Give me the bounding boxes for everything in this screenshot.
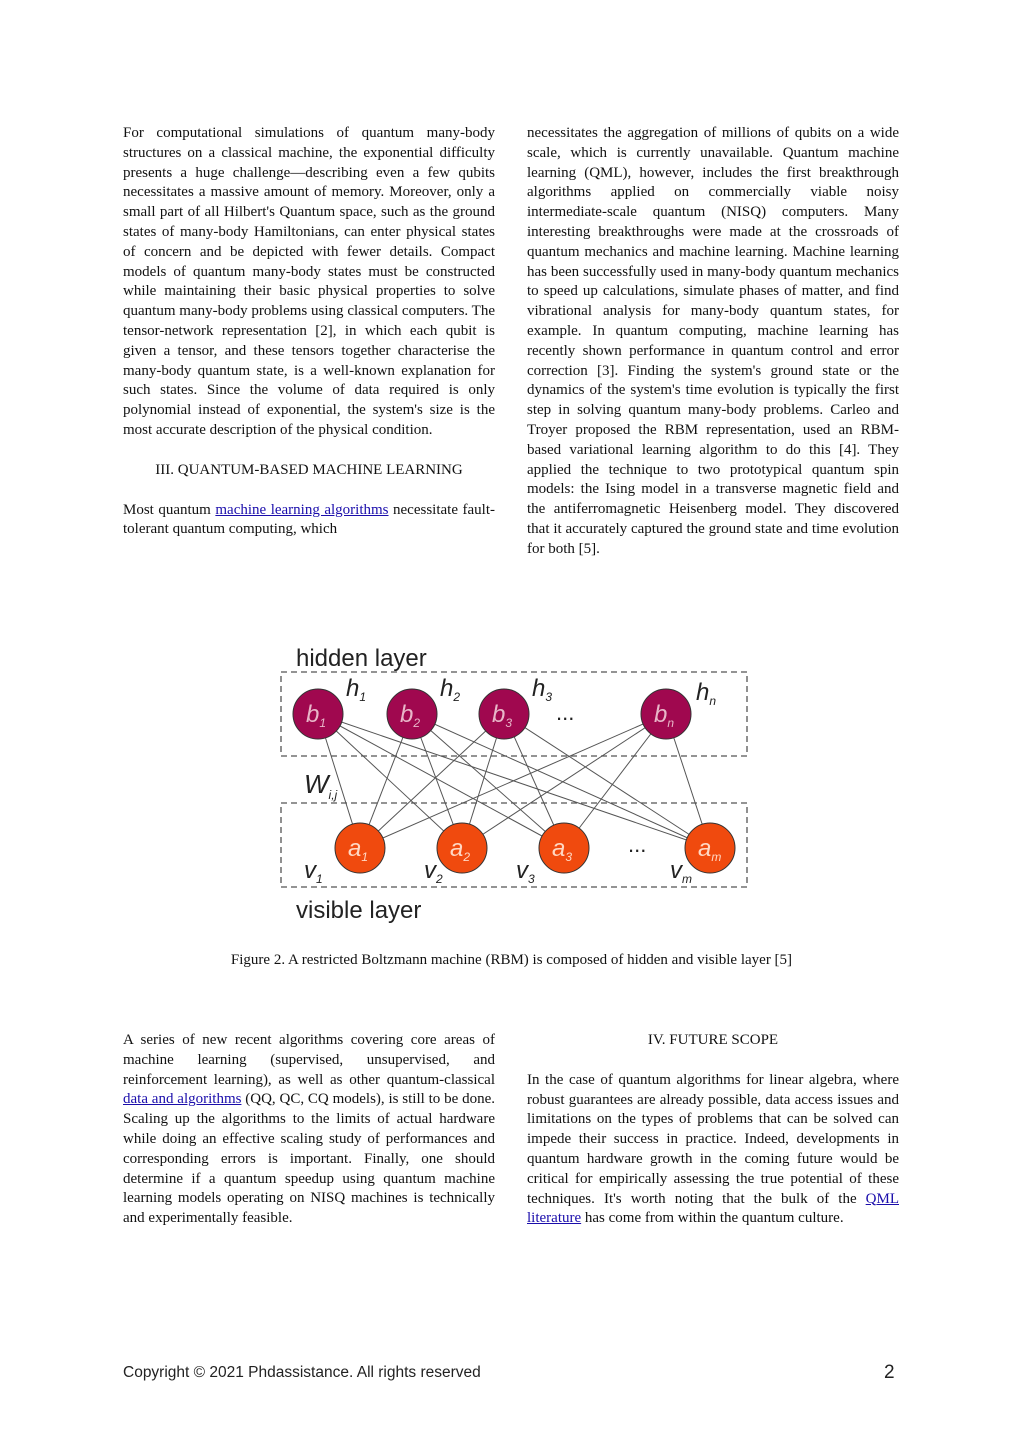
visible-unit-name: $v_m$ bbox=[670, 857, 692, 886]
hidden-unit-name: $h_n$ bbox=[696, 679, 717, 708]
bottom-right-column bbox=[527, 1031, 899, 1229]
visible-ellipsis: ... bbox=[628, 832, 647, 857]
rbm-figure bbox=[278, 638, 752, 928]
visible-node-label: $a_2$ bbox=[450, 835, 471, 864]
hidden-layer-label: hidden layer bbox=[296, 645, 427, 672]
bottom-left-column bbox=[123, 1031, 495, 1229]
paragraph-many-body: For computational simulations of quantum many-body structures on a classical machine, the exponential difficulty presents a huge challenge—describing even a few qubits necessitates a massive amount of memory. Moreover, only a small part of all Hilbert's Quantum space, such as the ground states of many-body Hamiltonians, can enter physical states of concern and be depicted with fewer details. Compact models of quantum many-body states must be constructed while maintaining their basic physical properties to solve quantum many-body problems using classical computers. The tensor-network representation [2], in which each qubit is given a tensor, and these tensors together characterise the many-body quantum state, is a well-known explanation for such states. Since the volume of data required is only polynomial instead of exponential, the system's size is the most accurate description of the physical condition. bbox=[123, 125, 495, 438]
paragraph-qml-intro bbox=[123, 501, 495, 541]
visible-unit-name: $v_2$ bbox=[424, 857, 443, 886]
section-heading-qml: III. QUANTUM-BASED MACHINE LEARNING bbox=[155, 461, 463, 478]
visible-unit-name: $v_1$ bbox=[304, 857, 323, 886]
paragraph-algorithms bbox=[123, 1031, 495, 1229]
paragraph-qml-nisq: necessitates the aggregation of millions of qubits on a wide scale, which is currently unavailable. Quantum machine learning (QML), however, includes the first breakthrough algorithms applied on commercially viable noisy intermediate-scale quantum (NISQ) computers. Many interesting breakthroughs were made at the crossroads of quantum mechanics and machine learning. Machine learning has been successfully used in many-body quantum mechanics to speed up calculations, simulate phases of matter, and find vibrational analysis for many-body quantum states, for example. In quantum computing, machine learning has recently shown performance in quantum control and error correction [3]. Finding the system's ground state or the dynamics of the system's time evolution is typically the first step in solving quantum many-body problems. Carleo and Troyer proposed the RBM representation, used an RBM-based variational learning algorithm to do this [4]. They applied the technique to two prototypical quantum spin models: the Ising model in a transverse magnetic field and the antiferromagnetic Heisenberg model. They discovered that it accurately captured the ground state and time evolution for both [5]. bbox=[527, 125, 899, 557]
hidden-node-label: $b_2$ bbox=[400, 701, 421, 730]
page-number: 2 bbox=[884, 1362, 895, 1383]
hidden-unit-name: $h_1$ bbox=[346, 675, 367, 704]
text-span: necessitate fault-tolerant quantum computing, which bbox=[123, 501, 495, 538]
hidden-unit-name: $h_2$ bbox=[440, 675, 461, 704]
hidden-node-label: $b_1$ bbox=[306, 701, 327, 730]
weight-edge bbox=[412, 714, 564, 848]
text-span: A series of new recent algorithms covering core areas of machine learning (supervised, unsupervised, and reinforcement learning), as well as other quantum-classical bbox=[123, 1032, 495, 1088]
hidden-ellipsis: ... bbox=[556, 700, 575, 725]
text-span: Most quantum bbox=[123, 501, 216, 518]
figure-caption: Figure 2. A restricted Boltzmann machine (RBM) is composed of hidden and visible layer [5] bbox=[230, 952, 793, 968]
link-qml-literature[interactable]: QML literature bbox=[527, 1190, 899, 1227]
section-heading-future-scope: IV. FUTURE SCOPE bbox=[647, 1032, 779, 1048]
visible-node-label: $a_1$ bbox=[348, 835, 369, 864]
visible-node-label: $a_m$ bbox=[698, 835, 722, 864]
link-data-and-algorithms[interactable]: data and algorithms bbox=[123, 1091, 242, 1108]
hidden-node-label: $b_n$ bbox=[654, 701, 675, 730]
text-span: In the case of quantum algorithms for linear algebra, where robust guarantees are already possible, data access issues and limitations on the types of problems that can be solved can impede their success in practice. Indeed, developments in quantum hardware growth in the coming future would be critical for empirically assessing the true potential of these techniques. It's worth noting that the bulk of the bbox=[527, 1071, 899, 1207]
text-span: (QQ, QC, CQ models), is still to be done. Scaling up the algorithms to the limits of actual hardware while doing an effective scaling study of performances and corresponding errors is important. Finally, one should determine if a quantum speedup using quantum machine learning models operating on NISQ machines is technically and experimentally feasible. bbox=[123, 1091, 495, 1227]
visible-layer-label: visible layer bbox=[296, 897, 422, 924]
link-machine-learning-algorithms[interactable]: machine learning algorithms bbox=[215, 501, 389, 518]
text-span: has come from within the quantum culture. bbox=[581, 1210, 844, 1227]
weight-label: $W_{i,j}$ bbox=[304, 769, 338, 802]
paragraph-future-scope bbox=[527, 1071, 899, 1229]
visible-node-label: $a_3$ bbox=[552, 835, 573, 864]
weight-edge bbox=[360, 714, 504, 848]
footer-copyright: Copyright © 2021 Phdassistance. All rights reserved bbox=[123, 1364, 481, 1381]
top-right-column bbox=[527, 124, 899, 560]
top-left-column bbox=[123, 124, 495, 540]
visible-unit-name: $v_3$ bbox=[516, 857, 535, 886]
hidden-node-label: $b_3$ bbox=[492, 701, 513, 730]
hidden-unit-name: $h_3$ bbox=[532, 675, 553, 704]
